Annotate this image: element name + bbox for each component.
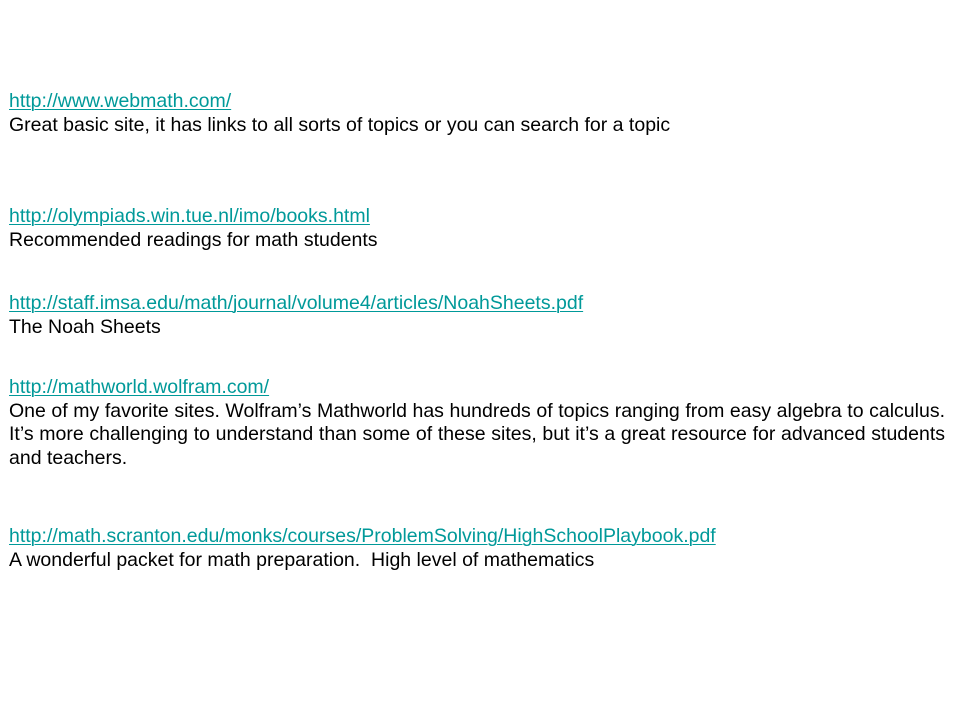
noah-sheets-description: The Noah Sheets [9, 315, 161, 338]
webmath-link[interactable]: http://www.webmath.com/ [9, 90, 232, 112]
olympiads-books-description: Recommended readings for math students [9, 228, 378, 251]
link-entry-webmath [9, 90, 945, 137]
mathworld-link[interactable]: http://mathworld.wolfram.com/ [9, 376, 270, 398]
noah-sheets-link[interactable]: http://staff.imsa.edu/math/journal/volume4/articles/NoahSheets.pdf [9, 292, 584, 314]
olympiads-books-link[interactable]: http://olympiads.win.tue.nl/imo/books.html [9, 205, 370, 227]
link-entry-noah-sheets [9, 292, 945, 339]
high-school-playbook-link[interactable]: http://math.scranton.edu/monks/courses/ProblemSolving/HighSchoolPlaybook.pdf [9, 525, 716, 547]
mathworld-description: One of my favorite sites. Wolfram’s Mathworld has hundreds of topics ranging from easy algebra to calculus. It’s more challenging to understand than some of these sites, but it’s a great resource for advanced students and teachers. [9, 399, 945, 469]
link-entry-olympiads [9, 205, 945, 252]
webmath-description: Great basic site, it has links to all sorts of topics or you can search for a topic [9, 113, 671, 136]
link-entry-mathworld [9, 376, 945, 470]
high-school-playbook-description: A wonderful packet for math preparation. High level of mathematics [9, 548, 595, 571]
link-entry-high-school-playbook [9, 525, 945, 572]
